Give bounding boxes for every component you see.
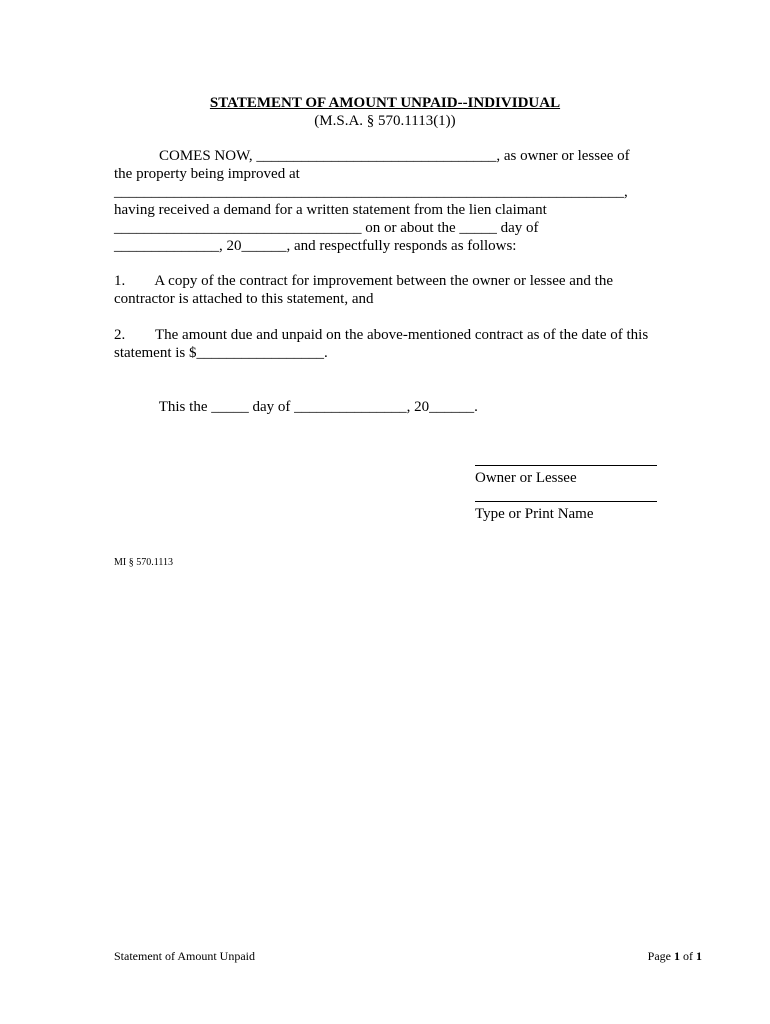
item-2-line-1: 2. The amount due and unpaid on the above-mentioned contract as of the date of this: [114, 327, 649, 343]
date-line: This the _____ day of _______________, 20______.: [114, 399, 478, 415]
page-total: 1: [696, 949, 702, 963]
body-line-2: the property being improved at: [114, 166, 300, 182]
body-line-4: having received a demand for a written statement from the lien claimant: [114, 202, 547, 218]
document-title: STATEMENT OF AMOUNT UNPAID--INDIVIDUAL: [209, 95, 561, 111]
footer-page-number: [648, 949, 702, 963]
page-sep: of: [680, 949, 696, 963]
body-line-5: _________________________________ on or about the _____ day of: [114, 220, 539, 236]
page-prefix: Page: [647, 949, 674, 963]
item-1-line-2: contractor is attached to this statement, and: [114, 291, 374, 307]
body-line-3: ____________________________________________________________________,: [114, 184, 628, 200]
page-current: 1: [674, 949, 680, 963]
signature-line-owner: [475, 465, 657, 466]
signature-line-name: [475, 501, 657, 502]
footer-title: Statement of Amount Unpaid: [114, 949, 255, 963]
item-2-line-2: statement is $_________________.: [114, 345, 328, 361]
signature-label-name: Type or Print Name: [475, 506, 594, 522]
body-line-1: COMES NOW, ________________________________, as owner or lessee of: [114, 148, 630, 164]
item-1-line-1: 1. A copy of the contract for improvement between the owner or lessee and the: [114, 273, 614, 289]
form-id: MI § 570.1113: [114, 557, 173, 568]
document-subtitle: (M.S.A. § 570.1113(1)): [314, 113, 456, 129]
signature-label-owner: Owner or Lessee: [475, 470, 577, 486]
body-line-6: ______________, 20______, and respectfully responds as follows:: [114, 238, 517, 254]
